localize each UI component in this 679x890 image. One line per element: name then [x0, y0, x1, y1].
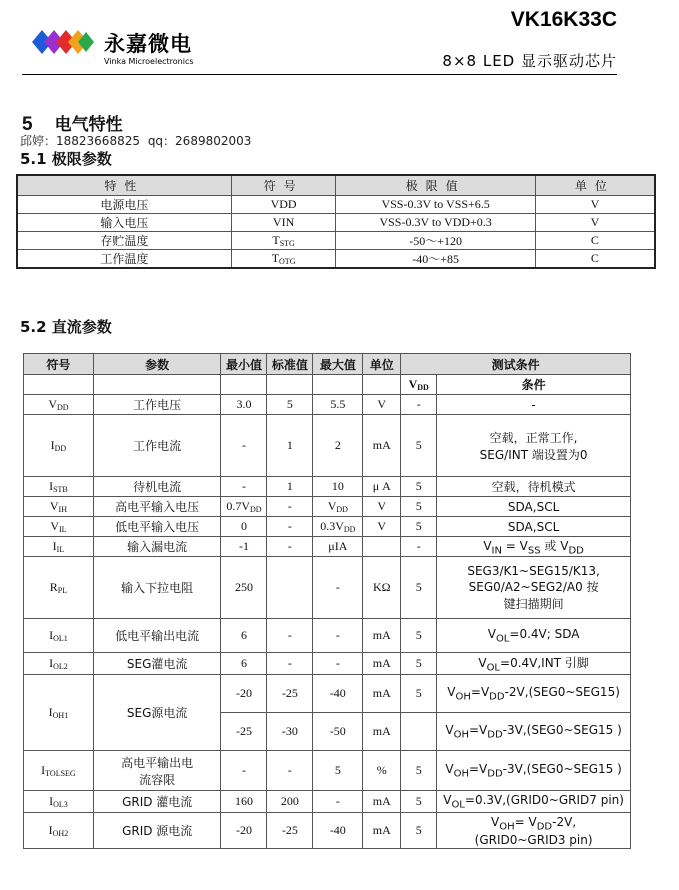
cell-typ: 1 [267, 415, 313, 477]
value-main: - [241, 763, 246, 778]
value-main: -40 [329, 686, 346, 701]
cell-unit: C [535, 250, 655, 269]
value-main: V [48, 397, 57, 411]
cell-vdd: 5 [401, 791, 437, 813]
table-row [24, 477, 631, 497]
contact-phone: 邱婷：18823668825 [20, 134, 140, 148]
value-main: I [49, 479, 54, 493]
cell-limit: VSS-0.3V to VSS+6.5 [336, 196, 535, 214]
table-row [17, 232, 655, 250]
cell-typ: - [267, 497, 313, 517]
value-main: 2 [334, 438, 341, 452]
cell-symbol [24, 791, 94, 813]
value-main: - [335, 794, 340, 809]
cell-typ: - [267, 619, 313, 653]
value-main: 6 [240, 656, 247, 671]
document-subtitle: 8×8 LED 显示驱动芯片 [442, 52, 617, 70]
cell-max [313, 653, 363, 675]
cell-max [313, 791, 363, 813]
cell-symbol [24, 675, 94, 751]
cell-symbol [231, 232, 336, 250]
table-row [24, 517, 631, 537]
vdd-sub: DD [417, 383, 429, 392]
part-number: VK16K33C [510, 8, 617, 31]
cell-condition [437, 415, 631, 477]
cell-max [313, 813, 363, 849]
cell-vdd: - [401, 395, 437, 415]
section-5-1-heading: 5.1 极限参数 [20, 150, 112, 168]
cell-condition [437, 813, 631, 849]
symbol-main: T [271, 251, 280, 265]
cell-condition [437, 497, 631, 517]
condition-line: (GRID0~GRID3 pin) [474, 832, 593, 847]
cell-parameter: SEG灌电流 [93, 653, 221, 675]
value-main: -50 [329, 724, 346, 739]
table-row [17, 214, 655, 232]
cell-unit: mA [363, 619, 401, 653]
table-row [24, 675, 631, 713]
cell-typ: - [267, 537, 313, 557]
cell-condition [437, 713, 631, 751]
cell-name: 输入电压 [17, 214, 231, 232]
cell-unit: μ A [363, 477, 401, 497]
value-sub: DD [250, 505, 262, 514]
condition-line: $V_{OL}=0.3V,(GRID0\sim GRID7$ pin) [443, 793, 624, 811]
condition-line: $V_{OL}=0.4V$; SDA [487, 627, 580, 645]
value-sub: IL [56, 545, 65, 555]
table-row [24, 791, 631, 813]
value-main: - [241, 479, 246, 493]
condition-line: SDA,SCL [507, 499, 560, 514]
cell-condition [437, 477, 631, 497]
cell-typ: - [267, 517, 313, 537]
cell-name: 工作温度 [17, 250, 231, 269]
cell-unit: mA [363, 675, 401, 713]
value-main: 0.7V [226, 499, 251, 513]
value-sub: OH1 [52, 711, 69, 721]
value-main: -20 [235, 823, 252, 838]
value-sub: OL3 [53, 800, 68, 810]
cell-symbol [24, 751, 94, 791]
value-main: 250 [234, 580, 253, 595]
value-sub: IH [58, 505, 67, 514]
cell-unit: mA [363, 653, 401, 675]
cell-min [221, 619, 267, 653]
cell-symbol [24, 415, 94, 477]
section-5-2-heading: 5.2 直流参数 [20, 318, 112, 336]
table-header-row [24, 354, 631, 375]
cell-max [313, 619, 363, 653]
cell-condition [437, 653, 631, 675]
cell-unit: V [363, 395, 401, 415]
value-main: I [48, 823, 53, 838]
cell-unit: C [535, 232, 655, 250]
cell-min [221, 813, 267, 849]
cell-symbol [24, 557, 94, 619]
table-header-row [17, 175, 655, 196]
value-main: - [241, 438, 246, 452]
value-main: 6 [240, 628, 247, 643]
condition-line: - [531, 397, 536, 412]
cell-min [221, 415, 267, 477]
cell-max [313, 537, 363, 557]
condition-line: $V_{OH}=V_{DD}-3V,(SEG0\sim SEG15$ ) [445, 723, 622, 741]
cell-max [313, 477, 363, 497]
condition-line: 流容限 [139, 772, 176, 787]
cell-condition [437, 395, 631, 415]
cell-parameter: 输入下拉电阻 [93, 557, 221, 619]
value-sub: DD [56, 403, 69, 412]
value-main: I [41, 763, 46, 778]
cell-unit: mA [363, 415, 401, 477]
value-main: 5.5 [330, 397, 346, 411]
cell-parameter: GRID 源电流 [93, 813, 221, 849]
table-row [24, 751, 631, 791]
cell-max [313, 517, 363, 537]
cell-max [313, 557, 363, 619]
cell-parameter [93, 751, 221, 791]
cell-condition [437, 619, 631, 653]
cell-typ: 5 [267, 395, 313, 415]
value-main: V [50, 519, 59, 533]
value-sub: STB [53, 485, 68, 494]
cell-name: 存贮温度 [17, 232, 231, 250]
value-sub: OL2 [53, 662, 68, 672]
value-main: - [335, 656, 340, 671]
cell-parameter: 低电平输出电流 [93, 619, 221, 653]
condition-line: 高电平输出电 [121, 755, 194, 770]
subheader-vdd [401, 375, 437, 395]
value-sub: DD [336, 505, 348, 514]
value-main: I [52, 539, 57, 554]
value-sub: TOLSEG [45, 769, 76, 779]
cell-vdd: 5 [401, 497, 437, 517]
cell-vdd [401, 713, 437, 751]
condition-line: SEG0/A2~SEG2/A0 按 [468, 579, 599, 594]
table-row [24, 497, 631, 517]
cell-typ: -25 [267, 675, 313, 713]
cell-unit: V [535, 196, 655, 214]
value-sub: IL [58, 525, 67, 534]
header-max: 最大值 [313, 354, 363, 375]
cell-max [313, 415, 363, 477]
value-main: 3.0 [236, 397, 252, 411]
table-row [24, 813, 631, 849]
value-main: I [49, 628, 54, 643]
cell-min [221, 653, 267, 675]
header-divider [22, 74, 617, 75]
condition-line: SDA,SCL [507, 519, 560, 534]
cell-vdd: 5 [401, 619, 437, 653]
cell-symbol [24, 497, 94, 517]
cell-unit: V [535, 214, 655, 232]
cell-typ: -25 [267, 813, 313, 849]
cell-typ: - [267, 751, 313, 791]
cell-parameter: 待机电流 [93, 477, 221, 497]
table-subheader-row [24, 375, 631, 395]
cell-min [221, 477, 267, 497]
table-row [24, 557, 631, 619]
cell-min [221, 497, 267, 517]
header-min: 最小值 [221, 354, 267, 375]
table-row [24, 619, 631, 653]
cell-symbol [24, 813, 94, 849]
header-typ: 标准值 [267, 354, 313, 375]
symbol-sub: OTG [279, 257, 296, 266]
condition-line: SEG/INT 端设置为0 [479, 447, 588, 462]
cell-symbol: VDD [231, 196, 336, 214]
cell-max [313, 713, 363, 751]
cell-condition [437, 537, 631, 557]
table-row [24, 653, 631, 675]
cell-condition [437, 751, 631, 791]
cell-min [221, 537, 267, 557]
cell-min [221, 751, 267, 791]
header-symbol: 符号 [231, 175, 336, 196]
contact-qq: qq：2689802003 [147, 134, 252, 148]
value-main: V [49, 499, 59, 513]
condition-line: SEG3/K1~SEG15/K13, [467, 563, 600, 578]
value-main: μIA [328, 539, 348, 554]
cell-max [313, 497, 363, 517]
cell-max [313, 395, 363, 415]
cell-vdd: 5 [401, 675, 437, 713]
value-main: 0 [240, 519, 247, 533]
cell-condition [437, 791, 631, 813]
value-sub: OH2 [52, 829, 69, 839]
cell-symbol [24, 395, 94, 415]
cell-min [221, 395, 267, 415]
logo-diamonds-icon [22, 22, 96, 62]
value-sub: DD [54, 444, 67, 453]
cell-symbol [24, 653, 94, 675]
table-row [24, 415, 631, 477]
condition-line: 空载，待机模式 [491, 480, 576, 494]
header-test-conditions: 测试条件 [401, 354, 631, 375]
cell-vdd: 5 [401, 477, 437, 497]
subheader-condition: 条件 [437, 375, 631, 395]
cell-typ: 1 [267, 477, 313, 497]
contact-line [20, 132, 255, 149]
value-sub: PL [57, 586, 68, 596]
cell-vdd: - [401, 537, 437, 557]
cell-symbol [24, 477, 94, 497]
condition-line: $V_{OH}=V_{DD}-3V,(SEG0\sim SEG15$ ) [445, 762, 622, 780]
cell-symbol [24, 537, 94, 557]
cell-unit: mA [363, 813, 401, 849]
table-row [17, 250, 655, 269]
cell-vdd: 5 [401, 557, 437, 619]
section-title: 电气特性 [54, 115, 123, 135]
value-main: I [50, 438, 55, 452]
cell-limit: VSS-0.3V to VDD+0.3 [336, 214, 535, 232]
value-main: - [335, 628, 340, 643]
cell-typ: - [267, 653, 313, 675]
section-number: 5 [22, 114, 33, 135]
value-main: -1 [238, 539, 249, 554]
cell-parameter: SEG源电流 [93, 675, 221, 751]
value-main: 160 [234, 794, 253, 809]
cell-max [313, 675, 363, 713]
cell-symbol [24, 517, 94, 537]
value-sub: OL1 [53, 634, 68, 644]
cell-condition [437, 557, 631, 619]
header-limit: 极限值 [336, 175, 535, 196]
cell-vdd: 5 [401, 813, 437, 849]
cell-unit: mA [363, 713, 401, 751]
value-main: I [49, 794, 54, 809]
dc-table-body [24, 395, 631, 849]
cell-parameter: 输入漏电流 [93, 537, 221, 557]
value-sub: DD [343, 525, 356, 534]
value-main: 5 [334, 763, 341, 778]
table-row [24, 537, 631, 557]
value-main: 10 [331, 479, 344, 493]
value-main: I [48, 705, 53, 720]
cell-vdd: 5 [401, 415, 437, 477]
cell-unit [363, 537, 401, 557]
cell-vdd: 5 [401, 517, 437, 537]
condition-line: $V_{OH}=V_{DD}-2V,(SEG0\sim SEG15)$ [447, 685, 620, 703]
cell-unit: KΩ [363, 557, 401, 619]
cell-parameter: 低电平输入电压 [93, 517, 221, 537]
absolute-max-ratings-table [16, 174, 656, 269]
condition-line: 空载，正常工作, [489, 430, 578, 445]
cell-symbol [24, 619, 94, 653]
cell-vdd: 5 [401, 751, 437, 791]
cell-condition [437, 517, 631, 537]
cell-condition [437, 675, 631, 713]
value-main: 0.3V [320, 519, 344, 533]
vinka-logo [22, 18, 202, 70]
cell-parameter: 高电平输入电压 [93, 497, 221, 517]
cell-min [221, 675, 267, 713]
vdd-main: V [408, 377, 418, 391]
cell-parameter: GRID 灌电流 [93, 791, 221, 813]
cell-vdd: 5 [401, 653, 437, 675]
cell-min [221, 517, 267, 537]
brand-name-cn: 永嘉微电 [104, 32, 192, 56]
cell-typ: -30 [267, 713, 313, 751]
value-main: V [327, 499, 337, 513]
cell-min [221, 713, 267, 751]
cell-max [313, 751, 363, 791]
cell-name: 电源电压 [17, 196, 231, 214]
value-main: R [49, 580, 58, 595]
cell-parameter: 工作电压 [93, 395, 221, 415]
symbol-sub: STG [279, 239, 295, 248]
header-unit: 单位 [363, 354, 401, 375]
cell-min [221, 557, 267, 619]
condition-line: $V_{OL}=0.4V,INT$ 引脚 [478, 656, 589, 674]
condition-line: 键扫描期间 [503, 596, 564, 611]
brand-name-en: Vinka Microelectronics [104, 57, 194, 66]
cell-typ [267, 557, 313, 619]
header-unit: 单位 [535, 175, 655, 196]
cell-limit: -50～+120 [336, 232, 535, 250]
header-symbol: 符号 [24, 354, 94, 375]
table-row [17, 196, 655, 214]
cell-symbol [231, 250, 336, 269]
value-main: -40 [329, 823, 346, 838]
symbol-main: T [272, 233, 280, 247]
condition-line: $V_{IN} = V_{SS}$ 或 $V_{DD}$ [483, 539, 584, 557]
cell-unit: mA [363, 791, 401, 813]
header-parameter: 参数 [93, 354, 221, 375]
cell-unit: V [363, 497, 401, 517]
condition-line: $V_{OH}= V_{DD}-2V$, [491, 815, 577, 833]
value-main: -25 [235, 724, 252, 739]
cell-limit: -40～+85 [336, 250, 535, 269]
header-characteristic: 特性 [17, 175, 231, 196]
cell-typ: 200 [267, 791, 313, 813]
cell-parameter: 工作电流 [93, 415, 221, 477]
table-row [24, 395, 631, 415]
dc-parameters-table [23, 353, 631, 849]
value-main: I [49, 656, 54, 671]
value-main: - [335, 580, 340, 595]
cell-min [221, 791, 267, 813]
cell-unit: V [363, 517, 401, 537]
cell-unit: % [363, 751, 401, 791]
value-main: -20 [235, 686, 252, 701]
cell-symbol: VIN [231, 214, 336, 232]
